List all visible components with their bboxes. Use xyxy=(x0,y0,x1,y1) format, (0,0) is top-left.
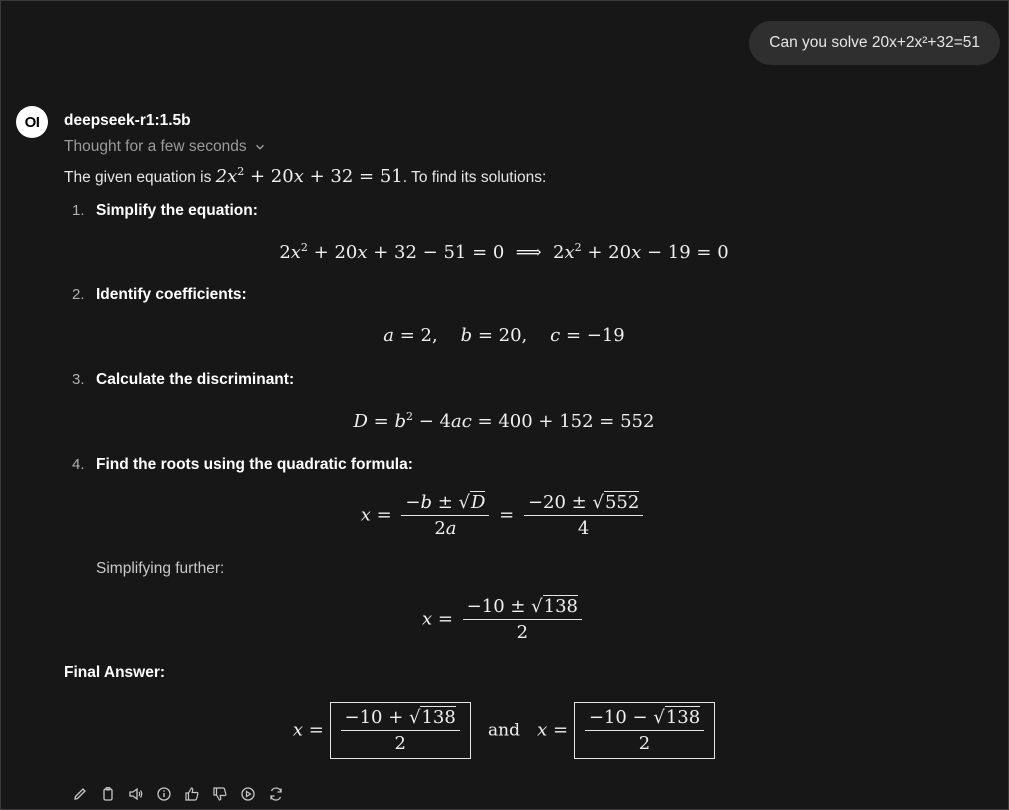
step-title: Find the roots using the quadratic formula: xyxy=(96,456,413,473)
equation-quadratic-formula: x = $\frac{-b \pm √D}{2a}$ = $\frac{-20 \pm √552}{4}$ xyxy=(64,492,944,539)
step-title: Simplify the equation: xyxy=(96,202,258,219)
message-actions xyxy=(70,784,285,803)
equation-final-answer: x = $\frac{-10 + √138}{2}$ and x = $\frac{-10 - √138}{2}$ xyxy=(64,702,944,759)
simplifying-label: Simplifying further: xyxy=(96,560,225,577)
copy-icon[interactable] xyxy=(98,784,117,803)
thought-toggle[interactable] xyxy=(64,138,267,156)
info-icon[interactable] xyxy=(154,784,173,803)
thumbs-down-icon[interactable] xyxy=(210,784,229,803)
final-answer-label: Final Answer: xyxy=(64,664,166,681)
chevron-down-icon xyxy=(253,140,267,154)
intro-suffix: . To find its solutions: xyxy=(402,169,547,186)
equation-simplify: $2x^2 + 20x + 32 - 51 = 0$ ⟹ $2x^2 + 20x - 19 = 0$ xyxy=(279,241,729,263)
step-number: 4. xyxy=(72,456,85,473)
thought-label: Thought for a few seconds xyxy=(64,138,247,155)
model-name: deepseek-r1:1.5b xyxy=(64,112,191,129)
step-title: Identify coefficients: xyxy=(96,286,247,303)
step-number: 3. xyxy=(72,371,85,388)
read-aloud-icon[interactable] xyxy=(126,784,145,803)
equation-discriminant: $D = b^2 - 4ac = 400 + 152 = 552$ xyxy=(353,410,655,432)
and-text: and xyxy=(488,720,520,741)
given-equation: $2x^2 + 20x + 32 = 51$ xyxy=(215,165,403,187)
equation-coefficients: a = 2, b = 20, c = −19 xyxy=(383,325,625,346)
thumbs-up-icon[interactable] xyxy=(182,784,201,803)
user-message-text: Can you solve 20x+2x²+32=51 xyxy=(769,34,980,51)
user-message-bubble xyxy=(749,21,1000,65)
intro-prefix: The given equation is xyxy=(64,169,212,186)
intro-text xyxy=(64,165,546,187)
regenerate-icon[interactable] xyxy=(266,784,285,803)
step-number: 1. xyxy=(72,202,85,219)
step-number: 2. xyxy=(72,286,85,303)
avatar-text: OI xyxy=(24,113,40,131)
equation-simplified-roots: x = $\frac{-10 \pm √138}{2}$ xyxy=(64,596,944,643)
step-title: Calculate the discriminant: xyxy=(96,371,295,388)
edit-icon[interactable] xyxy=(70,784,89,803)
continue-icon[interactable] xyxy=(238,784,257,803)
model-avatar xyxy=(16,106,48,138)
